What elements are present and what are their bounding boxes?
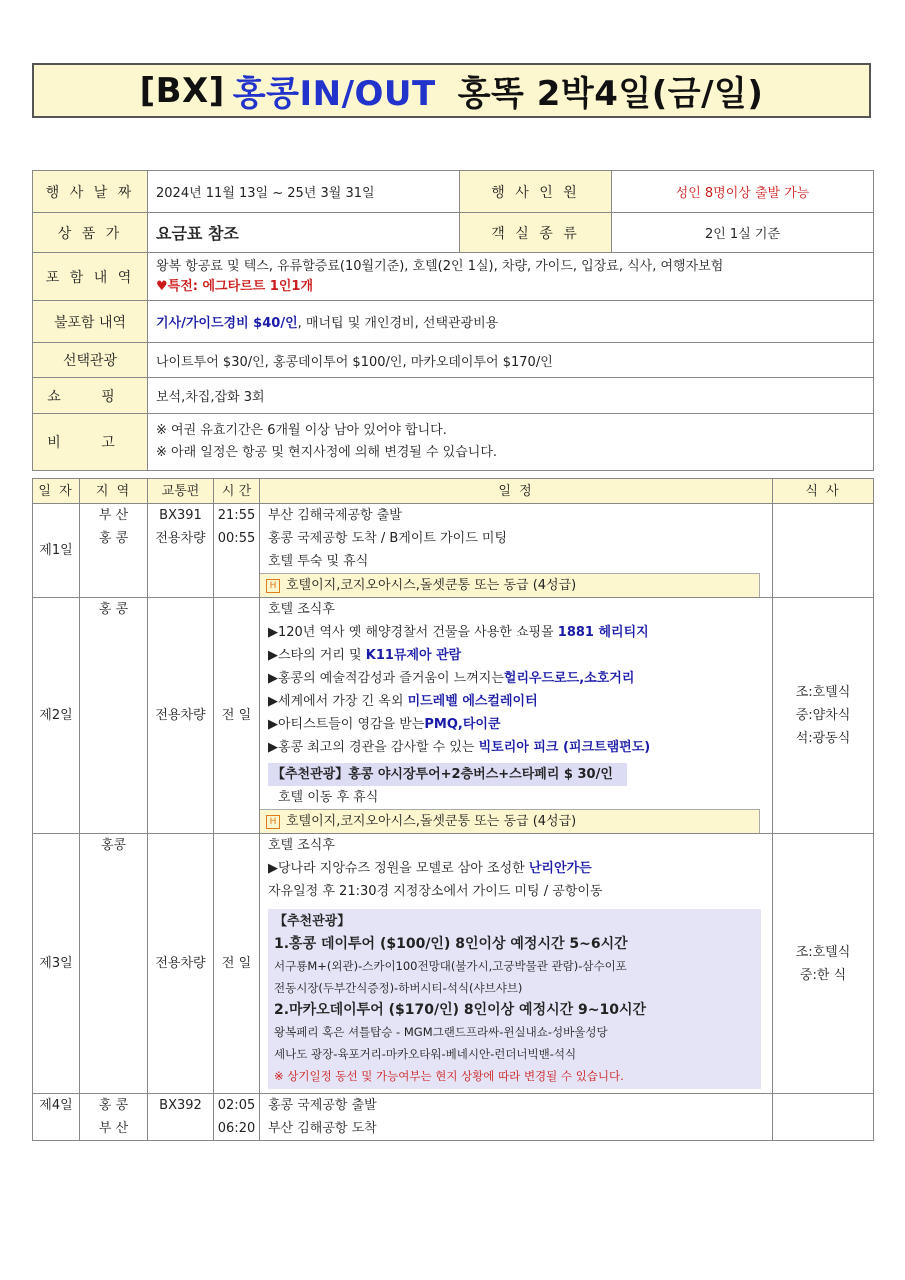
day2-transport: 전용차량 [148,598,214,834]
title-rest: 홍똑 2박4일(금/일) [457,74,764,114]
note-label: 비 고 [33,414,148,471]
day2-l6a: ▶홍콩 최고의 경관을 감사할 수 있는 [268,740,479,755]
day2-meal-3: 석:광동식 [795,731,851,746]
day3-tour-1-desc-2: 전동시장(두부간식증정)-하버시티-석식(샤브샤브) [274,981,523,995]
day2-l5b: PMQ,타이쿤 [424,717,501,732]
hdr-time: 시 간 [214,479,260,504]
day4-row [33,1094,874,1141]
day3-reco-title: 【추천관광】 [274,914,351,929]
day2-hotel: 호텔이지,코지오아시스,돌셋쿤통 또는 동급 (4성급) [286,814,577,829]
day4-line-2: 부산 김해공항 도착 [268,1121,377,1136]
day3-time: 전 일 [214,834,260,1094]
hdr-meal: 식 사 [773,479,874,504]
day4-region-1: 홍 콩 [98,1098,129,1113]
schedule-table [32,478,874,1141]
day1-line-3: 호텔 투숙 및 휴식 [268,554,369,569]
incl-special: ♥특전: 에그타르트 1인1개 [156,278,314,294]
day1-hotel: 호텔이지,코지오아시스,돌셋쿤통 또는 동급 (4성급) [286,578,577,593]
day3-recommended-box [268,909,761,1089]
day3-row [33,834,874,1094]
day2-day: 제2일 [33,598,80,834]
day3-meal-1: 조:호텔식 [795,944,851,960]
incl-value: 왕복 항공료 및 텍스, 유류할증료(10월기준), 호텔(2인 1실), 차량, 가이드, 입장료, 식사, 여행자보험 [156,258,724,274]
pax-label: 행 사 인 원 [460,171,612,213]
day3-day: 제3일 [33,834,80,1094]
day1-day: 제1일 [33,504,80,598]
note-line-1: ※ 여권 유효기간은 6개월 이상 남아 있어야 합니다. [156,423,447,438]
day1-transport-2: 전용차량 [155,531,206,546]
day2-l3a: ▶홍콩의 예술적감성과 즐거움이 느껴지는 [268,671,504,686]
day4-time-1: 02:05 [217,1098,256,1113]
note-line-2: ※ 아래 일정은 항공 및 현지사정에 의해 변경될 수 있습니다. [156,445,498,460]
day4-day: 제4일 [33,1094,80,1141]
excl-strong: 기사/가이드경비 $40/인 [156,316,298,331]
day2-l4a: ▶세계에서 가장 긴 옥외 [268,694,408,709]
day3-tour-2-desc-2: 세나도 광장-육포거리-마카오타워-베네시안-런더너빅밴-석식 [274,1047,577,1061]
day2-l3b: 헐리우드로드,소호거리 [503,671,635,686]
day2-l6b: 빅토리아 피크 (피크트램편도) [478,740,651,755]
day1-transport-1: BX391 [159,508,202,523]
day2-l1b: 1881 헤리티지 [557,625,649,640]
hdr-region: 지 역 [80,479,148,504]
opt-label: 선택관광 [33,343,148,378]
day3-tour-2: 2.마카오데이투어 ($170/인) 8인이상 예정시간 9~10시간 [274,1002,647,1018]
day4-transport: BX392 [148,1094,214,1141]
day3-region: 홍콩 [80,834,148,1094]
day4-time-2: 06:20 [217,1121,256,1136]
incl-label: 포 함 내 역 [33,253,148,301]
day1-row [33,504,874,598]
day3-tour-1-desc-1: 서구룡M+(외관)-스카이100전망대(불가시,고궁박물관 관람)-삼수이포 [274,959,627,973]
hdr-transport: 교통편 [148,479,214,504]
day3-tour-note: ※ 상기일정 동선 및 가능여부는 현지 상황에 따라 변경될 수 있습니다. [274,1069,624,1083]
day1-time-2: 00:55 [217,531,256,546]
day2-l5a: ▶아티스트들이 영감을 받는 [268,717,425,732]
day1-line-2: 홍콩 국제공항 도착 / B게이트 가이드 미팅 [268,531,508,546]
title-prefix: [BX] [139,70,225,111]
day2-line-0: 호텔 조식후 [268,602,335,617]
date-value: 2024년 11월 13일 ~ 25년 3월 31일 [148,171,460,213]
page-title [32,63,871,118]
price-label: 상 품 가 [33,213,148,253]
hdr-day: 일 자 [33,479,80,504]
day3-meal-2: 중:한 식 [799,967,847,983]
date-label: 행 사 날 짜 [33,171,148,213]
pax-value: 성인 8명이상 출발 가능 [612,171,874,213]
price-value: 요금표 참조 [148,213,460,253]
opt-value: 나이트투어 $30/인, 홍콩데이투어 $100/인, 마카오데이투어 $170/인 [148,343,874,378]
room-value: 2인 1실 기준 [612,213,874,253]
day3-tour-1: 1.홍콩 데이투어 ($100/인) 8인이상 예정시간 5~6시간 [274,936,628,952]
day2-l4b: 미드레벨 에스컬레이터 [407,694,538,709]
excl-rest: , 매너팁 및 개인경비, 선택관광비용 [297,316,499,331]
day3-tour-2-desc-1: 왕복페리 혹은 셔틀탑승 - MGM그랜드프라싸-윈실내쇼-성바울성당 [274,1025,608,1039]
day1-region-2: 홍 콩 [98,531,129,546]
room-label: 객 실 종 류 [460,213,612,253]
hotel-icon: H [266,815,280,829]
shop-label: 쇼 핑 [33,378,148,414]
day3-l1a: ▶당나라 지앙슈즈 정원을 모델로 삼아 조성한 [268,861,529,876]
title-route: 홍콩IN/OUT [232,74,436,114]
day3-line-0: 호텔 조식후 [268,838,335,853]
day2-l1a: ▶120년 역사 옛 해양경찰서 건물을 사용한 쇼핑몰 [268,625,558,640]
day2-time: 전 일 [214,598,260,834]
day1-time-1: 21:55 [217,508,256,523]
day2-l2a: ▶스타의 거리 및 [268,648,366,663]
day3-transport: 전용차량 [148,834,214,1094]
day3-l2: 자유일정 후 21:30경 지정장소에서 가이드 미팅 / 공항이동 [268,884,603,899]
day2-region: 홍 콩 [80,598,148,834]
day2-recommended-tour: 【추천관광】홍콩 야시장투어+2층버스+스타페리 $ 30/인 [268,763,627,786]
day4-region-2: 부 산 [98,1121,129,1136]
day3-l1b: 난리안가든 [528,861,592,876]
excl-label: 불포함 내역 [33,301,148,343]
day4-line-1: 홍콩 국제공항 출발 [268,1098,377,1113]
hotel-icon: H [266,579,280,593]
day1-region-1: 부 산 [98,508,129,523]
day1-line-1: 부산 김해국제공항 출발 [268,508,402,523]
day2-meal-1: 조:호텔식 [795,685,851,700]
day2-rest: 호텔 이동 후 휴식 [278,790,379,805]
day2-meal-2: 중:얌차식 [795,708,851,723]
shop-value: 보석,차집,잡화 3회 [148,378,874,414]
info-table [32,170,874,471]
day2-row [33,598,874,834]
hdr-itinerary: 일 정 [260,479,773,504]
day2-l2b: K11뮤제아 관람 [365,648,462,663]
